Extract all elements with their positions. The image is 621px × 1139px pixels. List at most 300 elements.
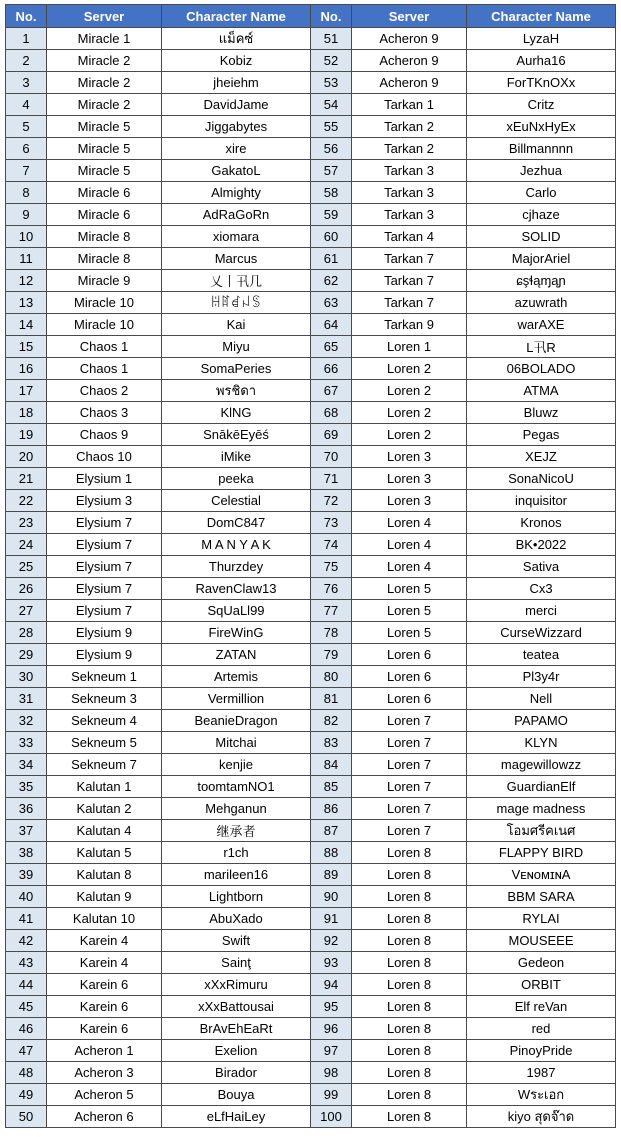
cell-server: Kalutan 2 — [47, 798, 162, 820]
cell-no: 70 — [311, 446, 352, 468]
table-row — [6, 908, 616, 930]
cell-server: Elysium 7 — [47, 600, 162, 622]
cell-no: 24 — [6, 534, 47, 556]
cell-no: 14 — [6, 314, 47, 336]
cell-server: Loren 8 — [352, 908, 467, 930]
header-no: No. — [6, 5, 47, 28]
cell-no: 49 — [6, 1084, 47, 1106]
cell-server: Elysium 7 — [47, 578, 162, 600]
cell-character-name: Vermillion — [162, 688, 311, 710]
cell-server: Kalutan 5 — [47, 842, 162, 864]
cell-server: Tarkan 9 — [352, 314, 467, 336]
cell-no: 10 — [6, 226, 47, 248]
cell-no: 12 — [6, 270, 47, 292]
cell-character-name: BBM SARA — [467, 886, 616, 908]
cell-character-name: Exelion — [162, 1040, 311, 1062]
cell-character-name: mage madness — [467, 798, 616, 820]
table-row — [6, 820, 616, 842]
cell-server: Loren 3 — [352, 468, 467, 490]
cell-server: Tarkan 7 — [352, 270, 467, 292]
table-row — [6, 358, 616, 380]
cell-server: Loren 7 — [352, 732, 467, 754]
cell-character-name: ZATAN — [162, 644, 311, 666]
cell-server: Loren 7 — [352, 710, 467, 732]
cell-character-name: xXxBattousai — [162, 996, 311, 1018]
cell-character-name: ForTKnOXx — [467, 72, 616, 94]
cell-server: Tarkan 3 — [352, 182, 467, 204]
cell-server: Karein 6 — [47, 1018, 162, 1040]
table-row — [6, 1084, 616, 1106]
table-row — [6, 974, 616, 996]
cell-no: 69 — [311, 424, 352, 446]
cell-server: Loren 8 — [352, 930, 467, 952]
table-row — [6, 710, 616, 732]
cell-server: Elysium 9 — [47, 622, 162, 644]
cell-server: Karein 6 — [47, 996, 162, 1018]
cell-no: 30 — [6, 666, 47, 688]
cell-server: Miracle 10 — [47, 314, 162, 336]
cell-character-name: L卂R — [467, 336, 616, 358]
cell-server: Tarkan 2 — [352, 116, 467, 138]
cell-character-name: Cx3 — [467, 578, 616, 600]
cell-no: 41 — [6, 908, 47, 930]
table-row — [6, 402, 616, 424]
cell-server: Sekneum 7 — [47, 754, 162, 776]
cell-no: 59 — [311, 204, 352, 226]
cell-no: 32 — [6, 710, 47, 732]
cell-no: 83 — [311, 732, 352, 754]
cell-character-name: M A N Y A K — [162, 534, 311, 556]
cell-server: Loren 5 — [352, 600, 467, 622]
cell-server: Chaos 1 — [47, 336, 162, 358]
cell-server: Miracle 8 — [47, 248, 162, 270]
cell-no: 57 — [311, 160, 352, 182]
cell-character-name: Bluwz — [467, 402, 616, 424]
cell-character-name: ORBIT — [467, 974, 616, 996]
table-row — [6, 1106, 616, 1128]
cell-server: Elysium 7 — [47, 534, 162, 556]
cell-character-name: Nell — [467, 688, 616, 710]
table-row — [6, 160, 616, 182]
table-row — [6, 468, 616, 490]
cell-no: 47 — [6, 1040, 47, 1062]
cell-server: Kalutan 10 — [47, 908, 162, 930]
cell-server: Sekneum 4 — [47, 710, 162, 732]
cell-no: 9 — [6, 204, 47, 226]
cell-no: 68 — [311, 402, 352, 424]
cell-no: 90 — [311, 886, 352, 908]
cell-no: 85 — [311, 776, 352, 798]
header-server: Server — [47, 5, 162, 28]
cell-character-name: warAXE — [467, 314, 616, 336]
cell-no: 80 — [311, 666, 352, 688]
ranking-table — [5, 4, 616, 1128]
table-row — [6, 512, 616, 534]
cell-server: Kalutan 4 — [47, 820, 162, 842]
cell-server: Loren 7 — [352, 820, 467, 842]
cell-character-name: toomtamNO1 — [162, 776, 311, 798]
table-row — [6, 336, 616, 358]
cell-server: Loren 8 — [352, 864, 467, 886]
cell-no: 38 — [6, 842, 47, 864]
cell-server: Karein 4 — [47, 930, 162, 952]
cell-character-name: 1987 — [467, 1062, 616, 1084]
cell-no: 11 — [6, 248, 47, 270]
cell-server: Miracle 2 — [47, 72, 162, 94]
cell-no: 79 — [311, 644, 352, 666]
cell-character-name: ꀍꍏꀸꈤꌗ — [162, 292, 311, 314]
table-row — [6, 1018, 616, 1040]
table-row — [6, 688, 616, 710]
cell-server: Karein 4 — [47, 952, 162, 974]
cell-no: 61 — [311, 248, 352, 270]
cell-character-name: Sativa — [467, 556, 616, 578]
cell-character-name: FLAPPY BIRD — [467, 842, 616, 864]
cell-server: Elysium 3 — [47, 490, 162, 512]
table-row — [6, 864, 616, 886]
cell-no: 84 — [311, 754, 352, 776]
cell-no: 66 — [311, 358, 352, 380]
cell-character-name: Swift — [162, 930, 311, 952]
table-row — [6, 50, 616, 72]
cell-server: Chaos 9 — [47, 424, 162, 446]
cell-character-name: Lightborn — [162, 886, 311, 908]
cell-server: Miracle 8 — [47, 226, 162, 248]
cell-no: 54 — [311, 94, 352, 116]
cell-character-name: magewillowzz — [467, 754, 616, 776]
table-row — [6, 446, 616, 468]
cell-character-name: RavenClaw13 — [162, 578, 311, 600]
cell-server: Miracle 2 — [47, 50, 162, 72]
cell-character-name: SqUaLl99 — [162, 600, 311, 622]
cell-no: 77 — [311, 600, 352, 622]
cell-server: Sekneum 5 — [47, 732, 162, 754]
table-row — [6, 996, 616, 1018]
cell-character-name: Sainţ — [162, 952, 311, 974]
cell-character-name: 继承者 — [162, 820, 311, 842]
cell-character-name: Jezhua — [467, 160, 616, 182]
cell-server: Loren 4 — [352, 534, 467, 556]
cell-no: 33 — [6, 732, 47, 754]
cell-no: 65 — [311, 336, 352, 358]
cell-character-name: XEJZ — [467, 446, 616, 468]
cell-server: Loren 2 — [352, 402, 467, 424]
cell-no: 95 — [311, 996, 352, 1018]
cell-no: 19 — [6, 424, 47, 446]
cell-character-name: 06BOLADO — [467, 358, 616, 380]
cell-no: 73 — [311, 512, 352, 534]
cell-no: 55 — [311, 116, 352, 138]
cell-server: Tarkan 3 — [352, 204, 467, 226]
cell-no: 50 — [6, 1106, 47, 1128]
cell-character-name: Elf reVan — [467, 996, 616, 1018]
cell-server: Chaos 1 — [47, 358, 162, 380]
cell-character-name: teatea — [467, 644, 616, 666]
cell-character-name: Marcus — [162, 248, 311, 270]
cell-no: 60 — [311, 226, 352, 248]
cell-server: Kalutan 1 — [47, 776, 162, 798]
cell-character-name: MOUSEEE — [467, 930, 616, 952]
cell-character-name: GuardianElf — [467, 776, 616, 798]
cell-character-name: Celestial — [162, 490, 311, 512]
cell-no: 23 — [6, 512, 47, 534]
cell-no: 26 — [6, 578, 47, 600]
cell-character-name: red — [467, 1018, 616, 1040]
cell-no: 2 — [6, 50, 47, 72]
cell-server: Tarkan 3 — [352, 160, 467, 182]
table-row — [6, 1040, 616, 1062]
cell-server: Loren 8 — [352, 842, 467, 864]
cell-server: Loren 8 — [352, 996, 467, 1018]
cell-server: Loren 6 — [352, 644, 467, 666]
cell-server: Tarkan 4 — [352, 226, 467, 248]
cell-server: Loren 8 — [352, 1040, 467, 1062]
cell-server: Loren 8 — [352, 1018, 467, 1040]
cell-character-name: DomC847 — [162, 512, 311, 534]
cell-no: 29 — [6, 644, 47, 666]
cell-server: Loren 8 — [352, 952, 467, 974]
cell-character-name: BrAvEhEaRt — [162, 1018, 311, 1040]
cell-character-name: Miyu — [162, 336, 311, 358]
cell-character-name: FireWinG — [162, 622, 311, 644]
cell-character-name: iMike — [162, 446, 311, 468]
cell-character-name: GakatoL — [162, 160, 311, 182]
cell-server: Tarkan 7 — [352, 292, 467, 314]
cell-no: 78 — [311, 622, 352, 644]
cell-server: Elysium 9 — [47, 644, 162, 666]
cell-no: 62 — [311, 270, 352, 292]
cell-character-name: xire — [162, 138, 311, 160]
cell-server: Chaos 10 — [47, 446, 162, 468]
cell-server: Acheron 9 — [352, 28, 467, 50]
cell-server: Sekneum 3 — [47, 688, 162, 710]
cell-character-name: SnākēEyēś — [162, 424, 311, 446]
cell-no: 86 — [311, 798, 352, 820]
cell-server: Tarkan 7 — [352, 248, 467, 270]
cell-character-name: merci — [467, 600, 616, 622]
table-row — [6, 182, 616, 204]
cell-character-name: BK•2022 — [467, 534, 616, 556]
cell-no: 1 — [6, 28, 47, 50]
table-row — [6, 490, 616, 512]
table-row — [6, 622, 616, 644]
cell-character-name: Billmannnn — [467, 138, 616, 160]
cell-server: Loren 8 — [352, 1062, 467, 1084]
table-row — [6, 578, 616, 600]
cell-no: 15 — [6, 336, 47, 358]
cell-character-name: PAPAMO — [467, 710, 616, 732]
table-row — [6, 94, 616, 116]
cell-no: 18 — [6, 402, 47, 424]
cell-character-name: Pl3y4r — [467, 666, 616, 688]
cell-no: 63 — [311, 292, 352, 314]
cell-character-name: Almighty — [162, 182, 311, 204]
table-row — [6, 556, 616, 578]
cell-server: Loren 2 — [352, 358, 467, 380]
table-row — [6, 204, 616, 226]
cell-no: 27 — [6, 600, 47, 622]
cell-character-name: Mitchai — [162, 732, 311, 754]
table-row — [6, 754, 616, 776]
cell-character-name: Kronos — [467, 512, 616, 534]
cell-character-name: Thurzdey — [162, 556, 311, 578]
cell-character-name: โอมศรีคเนศ — [467, 820, 616, 842]
table-row — [6, 534, 616, 556]
table-row — [6, 72, 616, 94]
cell-character-name: 乂丨卂几 — [162, 270, 311, 292]
cell-character-name: Bouya — [162, 1084, 311, 1106]
cell-character-name: SOLID — [467, 226, 616, 248]
cell-no: 81 — [311, 688, 352, 710]
table-row — [6, 314, 616, 336]
cell-server: Elysium 7 — [47, 512, 162, 534]
cell-character-name: AbuXado — [162, 908, 311, 930]
cell-no: 89 — [311, 864, 352, 886]
cell-no: 64 — [311, 314, 352, 336]
cell-character-name: LyzaH — [467, 28, 616, 50]
cell-no: 4 — [6, 94, 47, 116]
cell-no: 16 — [6, 358, 47, 380]
cell-no: 34 — [6, 754, 47, 776]
cell-server: Loren 2 — [352, 380, 467, 402]
cell-character-name: แม็คซ์ — [162, 28, 311, 50]
cell-no: 5 — [6, 116, 47, 138]
cell-no: 20 — [6, 446, 47, 468]
cell-server: Elysium 7 — [47, 556, 162, 578]
cell-server: Acheron 1 — [47, 1040, 162, 1062]
cell-no: 71 — [311, 468, 352, 490]
cell-character-name: Kai — [162, 314, 311, 336]
cell-character-name: AdRaGoRn — [162, 204, 311, 226]
cell-no: 8 — [6, 182, 47, 204]
cell-no: 100 — [311, 1106, 352, 1128]
cell-no: 88 — [311, 842, 352, 864]
cell-no: 98 — [311, 1062, 352, 1084]
table-row — [6, 424, 616, 446]
cell-no: 96 — [311, 1018, 352, 1040]
cell-server: Tarkan 2 — [352, 138, 467, 160]
table-row — [6, 600, 616, 622]
cell-no: 36 — [6, 798, 47, 820]
cell-server: Miracle 2 — [47, 94, 162, 116]
cell-character-name: jheiehm — [162, 72, 311, 94]
cell-server: Sekneum 1 — [47, 666, 162, 688]
cell-server: Elysium 1 — [47, 468, 162, 490]
cell-character-name: KLYN — [467, 732, 616, 754]
cell-character-name: cjhaze — [467, 204, 616, 226]
cell-character-name: Pegas — [467, 424, 616, 446]
cell-character-name: xXxRimuru — [162, 974, 311, 996]
table-row — [6, 248, 616, 270]
cell-server: Karein 6 — [47, 974, 162, 996]
header-character-name: Character Name — [467, 5, 616, 28]
cell-no: 39 — [6, 864, 47, 886]
cell-character-name: marileen16 — [162, 864, 311, 886]
table-row — [6, 28, 616, 50]
cell-no: 91 — [311, 908, 352, 930]
table-row — [6, 270, 616, 292]
cell-no: 52 — [311, 50, 352, 72]
cell-server: Miracle 5 — [47, 160, 162, 182]
cell-no: 56 — [311, 138, 352, 160]
table-row — [6, 666, 616, 688]
table-row — [6, 886, 616, 908]
cell-server: Loren 7 — [352, 798, 467, 820]
cell-no: 58 — [311, 182, 352, 204]
cell-character-name: kenjie — [162, 754, 311, 776]
cell-character-name: Aurha16 — [467, 50, 616, 72]
cell-character-name: PinoyPride — [467, 1040, 616, 1062]
cell-no: 67 — [311, 380, 352, 402]
table-row — [6, 732, 616, 754]
cell-server: Kalutan 8 — [47, 864, 162, 886]
cell-server: Acheron 9 — [352, 50, 467, 72]
cell-no: 43 — [6, 952, 47, 974]
cell-server: Miracle 6 — [47, 204, 162, 226]
cell-character-name: azuwrath — [467, 292, 616, 314]
cell-server: Acheron 5 — [47, 1084, 162, 1106]
cell-character-name: RYLAI — [467, 908, 616, 930]
cell-character-name: ɕşɬąɱąɲ — [467, 270, 616, 292]
cell-server: Acheron 9 — [352, 72, 467, 94]
cell-server: Miracle 6 — [47, 182, 162, 204]
cell-server: Loren 7 — [352, 776, 467, 798]
table-row — [6, 952, 616, 974]
cell-character-name: CurseWizzard — [467, 622, 616, 644]
cell-character-name: kiyo สุดจ๊าด — [467, 1106, 616, 1128]
cell-character-name: SonaNicoU — [467, 468, 616, 490]
cell-character-name: MajorAriel — [467, 248, 616, 270]
cell-no: 45 — [6, 996, 47, 1018]
cell-no: 17 — [6, 380, 47, 402]
cell-character-name: Artemis — [162, 666, 311, 688]
cell-no: 37 — [6, 820, 47, 842]
cell-no: 22 — [6, 490, 47, 512]
cell-no: 94 — [311, 974, 352, 996]
cell-server: Loren 8 — [352, 1106, 467, 1128]
cell-no: 28 — [6, 622, 47, 644]
cell-server: Loren 3 — [352, 490, 467, 512]
header-row — [6, 5, 616, 28]
cell-no: 42 — [6, 930, 47, 952]
cell-server: Acheron 3 — [47, 1062, 162, 1084]
cell-no: 53 — [311, 72, 352, 94]
cell-no: 93 — [311, 952, 352, 974]
cell-server: Loren 8 — [352, 974, 467, 996]
cell-server: Loren 8 — [352, 1084, 467, 1106]
cell-no: 13 — [6, 292, 47, 314]
cell-no: 7 — [6, 160, 47, 182]
table-row — [6, 798, 616, 820]
table-row — [6, 226, 616, 248]
cell-no: 51 — [311, 28, 352, 50]
header-character-name: Character Name — [162, 5, 311, 28]
cell-character-name: xiomara — [162, 226, 311, 248]
cell-character-name: BeanieDragon — [162, 710, 311, 732]
cell-no: 3 — [6, 72, 47, 94]
cell-no: 99 — [311, 1084, 352, 1106]
cell-no: 40 — [6, 886, 47, 908]
table-row — [6, 116, 616, 138]
cell-no: 74 — [311, 534, 352, 556]
cell-server: Kalutan 9 — [47, 886, 162, 908]
cell-server: Acheron 6 — [47, 1106, 162, 1128]
cell-server: Loren 4 — [352, 556, 467, 578]
cell-server: Loren 6 — [352, 688, 467, 710]
cell-no: 35 — [6, 776, 47, 798]
table-row — [6, 644, 616, 666]
cell-no: 76 — [311, 578, 352, 600]
